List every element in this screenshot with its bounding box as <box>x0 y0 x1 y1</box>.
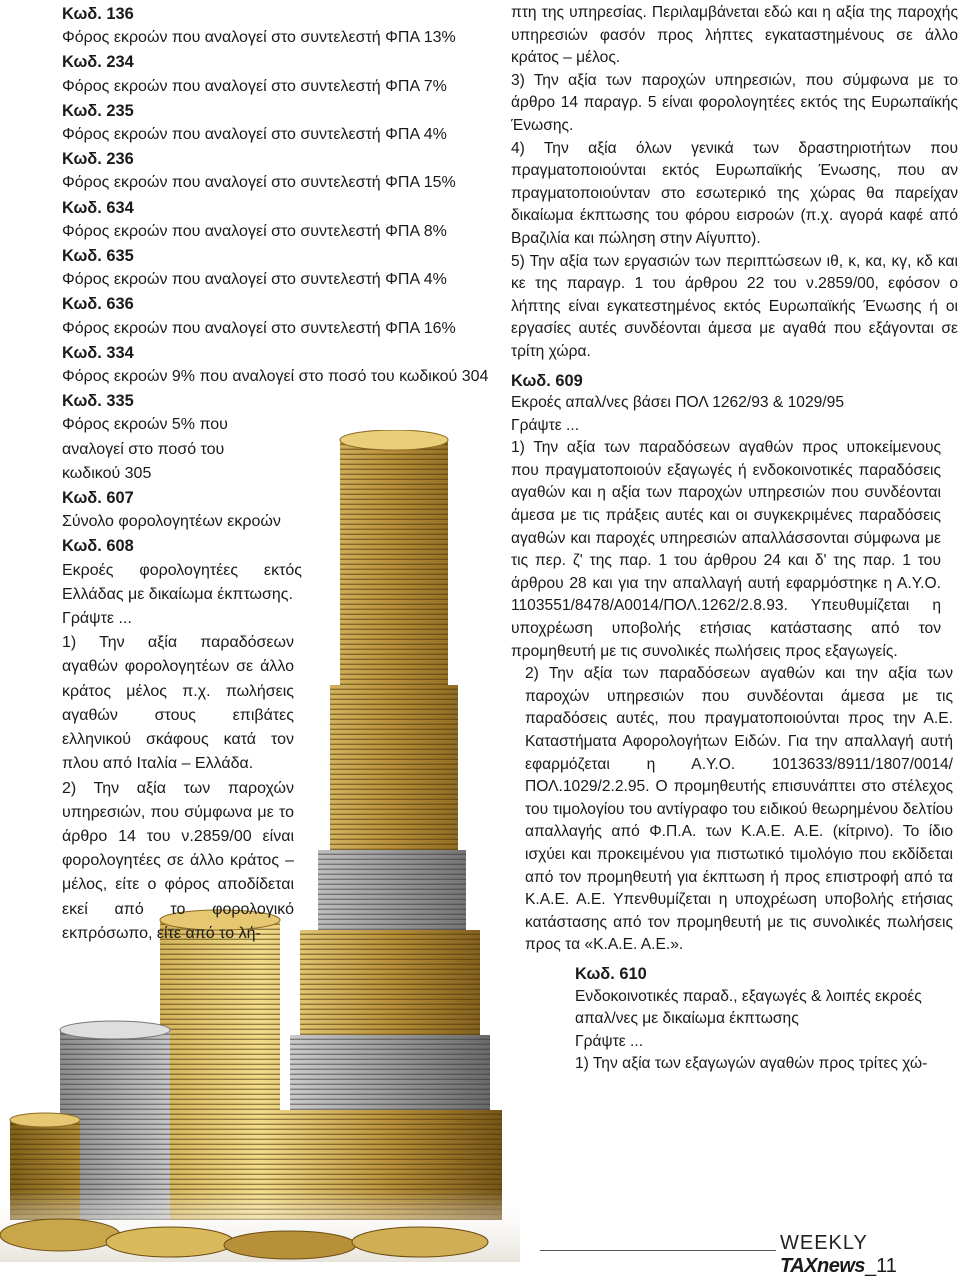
write-label: Γράψτε ... <box>511 416 580 434</box>
code-description: Φόρος εκροών που αναλογεί στο συντελεστή ΦΠΑ 15% <box>62 174 456 192</box>
code-description: Φόρος εκροών που αναλογεί στο συντελεστή ΦΠΑ 8% <box>62 222 447 240</box>
entry-609 <box>511 370 958 957</box>
entry-235 <box>62 99 502 147</box>
code-label: Κωδ. 235 <box>62 101 134 120</box>
paragraph-4: 4) Την αξία όλων γενικά των δραστηριοτήτων που πραγματοποιούνται εκτός Ευρωπαϊκής Ένωσης, που αν πραγματοποιούνταν στο εσωτερικό της χώρας θα παρείχαν δικαίωμα έκπτωσης του φόρου εισροών (π.χ. αγορά καφέ από Βραζιλία και πώληση στην Αίγυπτο). <box>511 139 958 247</box>
paragraph-610-1: 1) Την αξία των εξαγωγών αγαθών προς τρίτες χώ- <box>575 1055 928 1073</box>
code-label: Κωδ. 634 <box>62 198 134 217</box>
footer-taxnews-logo: TAXnews <box>780 1255 866 1277</box>
paragraph-5: 5) Την αξία των εργασιών των περιπτώσεων ιθ, κ, κα, κγ, κδ και κε της παραγρ. 1 του άρθρου 22 του ν.2859/00, εφόσον ο λήπτης είναι εγκατεστημένος εκτός Ευρωπαϊκής Ένωσης ή οι εργασίες αυτές συνδέονται άμεσα με αγαθά που εξάγονται σε τρίτη χώρα. <box>511 252 958 360</box>
code-label: Κωδ. 334 <box>62 343 134 362</box>
page-number: _11 <box>865 1255 897 1277</box>
code-description: Σύνολο φορολογητέων εκροών <box>62 513 281 531</box>
coin-stacks-secondary <box>10 910 280 1220</box>
code-description: Φόρος εκροών που αναλογεί στο συντελεστή ΦΠΑ 4% <box>62 126 447 144</box>
entry-335 <box>62 389 362 486</box>
left-column <box>62 2 502 946</box>
code-description: Εκροές απαλ/νες βάσει ΠΟΛ 1262/93 & 1029/95 <box>511 394 844 412</box>
coins-scattered <box>0 1190 520 1262</box>
code-label: Κωδ. 335 <box>62 392 134 411</box>
code-description: Ενδοκοινοτικές παραδ., εξαγωγές & λοιπές εκροές απαλ/νες με δικαίωμα έκπτωσης <box>575 987 922 1028</box>
code-label: Κωδ. 635 <box>62 247 134 266</box>
entry-236 <box>62 147 502 195</box>
footer-rule <box>540 1250 776 1251</box>
code-description: Φόρος εκροών που αναλογεί στο συντελεστή ΦΠΑ 16% <box>62 319 456 337</box>
code-label: Κωδ. 607 <box>62 489 134 508</box>
code-description: Φόρος εκροών που αναλογεί στο συντελεστή ΦΠΑ 13% <box>62 29 456 47</box>
code-description: Εκροές φορολογητέες εκτός Ελλάδας με δικαίωμα έκπτωσης. <box>62 561 302 603</box>
paragraph-1: 1) Την αξία παραδόσεων αγαθών φορολογητέων σε άλλο κράτος μέλος π.χ. πωλήσεις αγαθών στους επιβάτες ελληνικού σκάφους κατά τον πλου από Ιταλία – Ελλάδα. <box>62 634 294 773</box>
code-description: Φόρος εκροών που αναλογεί στο συντελεστή ΦΠΑ 7% <box>62 77 447 95</box>
paragraph-609-1: 1) Την αξία των παραδόσεων αγαθών προς υποκείμενους που πραγματοποιούν εξαγωγές ή ενδοκοινοτικές παραδόσεις αγαθών και η αξία των παροχών υπηρεσιών που συνδέονται άμεσα με τις πράξεις αυτές και οι συγκεκριμένες παραδόσεις αγαθών και παροχές υπηρεσιών απαλλάσσονται σύμφωνα με τις περ. ζ' της παρ. 1 του άρθρου 24 και δ' της παρ. 1 του άρθρου 28 και για την απαλλαγή αυτή εφαρμόστηκε η Α.Υ.Ο. 1103551/8478/Α0014/ΠΟΛ.1262/2.8.93. Υπευθυμίζεται η υποχρέωση υποβολής ετήσιας κατάστασης από τον προμηθευτή με τις συνολικές πωλήσεις προς εξαγωγείς. <box>511 439 941 660</box>
paragraph-609-2: 2) Την αξία των παραδόσεων αγαθών και την αξία των παροχών υπηρεσιών που συνδέονται άμεσα με τις παραδόσεις αυτές, που πραγματοποιούνται προς την Α.Ε. Καταστήματα Αφορολογήτων Ειδών. Για την απαλλαγή αυτή εφαρμόζεται η Α.Υ.Ο. 1013633/8911/1807/0014/ΠΟΛ.1029/2.2.95. Ο προμηθευτής επισυνάπτει στο στέλεχος του τιμολογίου του αντίγραφο του ειδικού θεωρημένου δελτίου απαλλαγής από Φ.Π.Α. των Κ.Α.Ε. Α.Ε. (κίτρινο). Το ίδιο ισχύει και προκειμένου για πιστωτικό τιμολόγιο που εκδίδεται από τον προμηθευτή για έκπτωση ή προς επιστροφή από τα Κ.Α.Ε. Α.Ε. Υπενθυμίζεται η υποχρέωση υποβολής ετήσιας κατάστασης από τον προμηθευτή με τις συνολικές πωλήσεις προς τα «Κ.Α.Ε. Α.Ε.». <box>525 665 953 954</box>
code-label: Κωδ. 608 <box>62 537 134 556</box>
footer-weekly: WEEKLY <box>780 1232 868 1254</box>
code-label: Κωδ. 609 <box>511 371 583 390</box>
entry-634 <box>62 196 502 244</box>
write-label: Γράψτε ... <box>575 1032 644 1050</box>
entry-608 <box>62 534 302 607</box>
code-description: Φόρος εκροών 9% που αναλογεί στο ποσό του κωδικού 304 <box>62 368 489 386</box>
code-description: Φόρος εκροών 5% που αναλογεί στο ποσό του κωδικού 305 <box>62 416 228 482</box>
paragraph-continuation: πτη της υπηρεσίας. Περιλαμβάνεται εδώ και η αξία της παροχής υπηρεσιών φασόν προς λήπτες εγκαταστημένους σε άλλο κράτος – μέλος. <box>511 4 958 67</box>
entry-635 <box>62 244 502 292</box>
entry-607 <box>62 486 502 534</box>
entry-234 <box>62 50 502 98</box>
entry-610 <box>511 963 958 1076</box>
code-label: Κωδ. 610 <box>575 964 647 983</box>
code-label: Κωδ. 234 <box>62 53 134 72</box>
paragraph-2: 2) Την αξία των παροχών υπηρεσιών, που σύμφωνα με το άρθρο 14 του ν.2859/00 είναι φορολογητέες σε άλλο κράτος – μέλος, είτε ο φόρος αποδίδεται εκεί από το φορολογικό εκπρόσωπο, είτε από το λή- <box>62 779 294 942</box>
write-label: Γράψτε ... <box>62 610 132 628</box>
paragraph-3: 3) Την αξία των παροχών υπηρεσιών, που σύμφωνα με το άρθρο 14 παραγρ. 5 είναι φορολογητέες εκτός της Ευρωπαϊκής Ένωσης. <box>511 71 958 134</box>
entry-136 <box>62 2 502 50</box>
code-label: Κωδ. 636 <box>62 295 134 314</box>
code-description: Φόρος εκροών που αναλογεί στο συντελεστή ΦΠΑ 4% <box>62 271 447 289</box>
code-label: Κωδ. 136 <box>62 5 134 23</box>
entry-334 <box>62 341 502 389</box>
right-column <box>511 2 958 1076</box>
code-label: Κωδ. 236 <box>62 150 134 169</box>
entry-636 <box>62 292 502 340</box>
footer <box>780 1232 958 1277</box>
